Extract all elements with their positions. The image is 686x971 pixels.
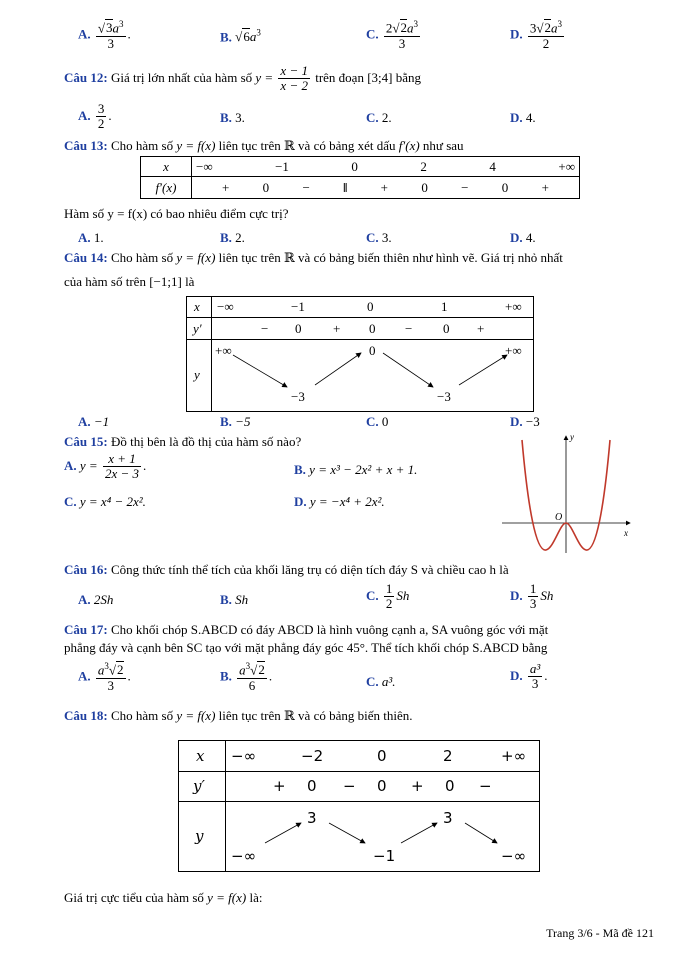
- q13-sign-table: [140, 156, 580, 199]
- q16-stem: Câu 16: Công thức tính thể tích của khối lăng trụ có diện tích đáy S và chiều cao h là: [64, 562, 509, 577]
- q14-option-c: C. 0: [366, 414, 389, 429]
- q15-graph: [498, 428, 638, 558]
- option-letter: A.: [78, 26, 91, 42]
- q12-option-a: A. $\frac{3}{2}$ .: [78, 101, 112, 132]
- q12-text1: Giá trị lớn nhất của hàm số: [110, 69, 253, 85]
- q15-option-b: B. y = x³ − 2x² + x + 1.: [294, 462, 418, 477]
- q13-option-a: A. 1.: [78, 230, 104, 245]
- q12-text3: bằng: [395, 69, 422, 85]
- q15-option-c: C. y = x⁴ − 2x².: [64, 494, 146, 509]
- q12-fn-y: y =: [255, 69, 274, 85]
- q15-option-a: A. y = $\frac{x + 1}{2x - 3}$ .: [64, 451, 147, 482]
- q17-stem-line2: phẳng đáy và cạnh bên SC tạo với mặt phẳng đáy góc 45°. Thể tích khối chóp S.ABCD bằng: [64, 640, 548, 655]
- option-letter: C.: [366, 26, 379, 42]
- q11-option-a: A. $\frac{√3a^3}{3}$ .: [78, 19, 131, 51]
- q11-a-fraction: $\frac{√3a^3}{3}$: [97, 19, 124, 51]
- q12-fraction: $\frac{x - 1}{x - 2}$: [280, 63, 308, 94]
- q15-y-axis-label: y: [570, 432, 574, 442]
- q15-option-d: D. y = −x⁴ + 2x².: [294, 494, 385, 509]
- q18-variation-table: x y′ y −∞ −2 0 2 +∞ + 0 − 0 + 0 − −∞ 3 −1 3 −∞: [178, 740, 540, 872]
- q17-option-a: A. $\frac{a^3√2}{3}$ .: [78, 661, 131, 693]
- q13-stem: Câu 13: Cho hàm số y = f(x) liên tục trên ℝ và có bảng xét dấu f′(x) như sau: [64, 138, 464, 153]
- q11-option-b: [220, 28, 261, 45]
- q14-arrows: [211, 339, 533, 411]
- q18-question: Giá trị cực tiểu của hàm số y = f(x) là:: [64, 890, 263, 905]
- q12-text2: trên đoạn: [315, 69, 364, 85]
- q14-variation-table: x y′ y −∞ −1 0 1 +∞ − 0 + 0 − 0 + +∞ 0 +∞ −3 −3: [186, 296, 534, 412]
- q11-option-c: [366, 20, 422, 51]
- q14-stem: Câu 14: Cho hàm số y = f(x) liên tục trên ℝ và có bảng biến thiên như hình vẽ. Giá trị nhỏ nhất: [64, 250, 563, 265]
- option-letter: D.: [510, 26, 523, 42]
- q12-option-b: B. 3.: [220, 110, 245, 125]
- q13-x-row: −∞ −1 0 2 4 +∞: [196, 158, 575, 174]
- q15-x-axis-label: x: [624, 528, 628, 538]
- q14-option-a: A. −1: [78, 414, 110, 429]
- q11-c-fraction: $\frac{2√2a^3}{3}$: [385, 19, 419, 51]
- q14-interval: [−1;1]: [149, 274, 182, 289]
- page-footer: Trang 3/6 - Mã đề 121: [546, 926, 654, 940]
- q13-option-d: D. 4.: [510, 230, 536, 245]
- q12-option-c: C. 2.: [366, 110, 392, 125]
- q17-option-d: D. $\frac{\text{a³}}{3}$ .: [510, 661, 548, 692]
- q13-sign-row: + 0 − ‖ + 0 − 0 +: [222, 179, 549, 195]
- q12-interval: [3;4]: [367, 69, 393, 85]
- q13-option-c: C. 3.: [366, 230, 392, 245]
- q14-option-b: B. −5: [220, 414, 251, 429]
- q18-stem: Câu 18: Cho hàm số y = f(x) liên tục trên ℝ và có bảng biến thiên.: [64, 708, 413, 723]
- q14-stem-line2: của hàm số trên [−1;1] là: [64, 274, 195, 289]
- q17-option-b: B. $\frac{a^3√2}{6}$ .: [220, 661, 273, 693]
- q11-b-expr: $√6a^3$: [235, 28, 261, 45]
- q16-option-c: C. $\frac{1}{2}$ Sh: [366, 581, 410, 612]
- q12-option-d: D. 4.: [510, 110, 536, 125]
- q17-option-c: C. a³.: [366, 674, 396, 689]
- q13-option-b: B. 2.: [220, 230, 245, 245]
- q15-stem: Câu 15: Đồ thị bên là đồ thị của hàm số nào?: [64, 434, 302, 449]
- q14-option-d: D. −3: [510, 414, 540, 429]
- option-letter: B.: [220, 29, 232, 45]
- q11-option-d: [510, 20, 566, 51]
- q11-d-fraction: $\frac{3√2a^3}{2}$: [529, 19, 563, 51]
- q17-stem: Câu 17: Cho khối chóp S.ABCD có đáy ABCD là hình vuông cạnh a, SA vuông góc với mặt: [64, 622, 549, 637]
- question-label: Câu 12:: [64, 69, 108, 85]
- q13-question: Hàm số y = f(x) có bao nhiêu điểm cực trị?: [64, 206, 289, 221]
- q16-option-a: A. 2Sh: [78, 592, 114, 607]
- q15-origin-label: O: [555, 512, 563, 523]
- q13-x-head: x: [141, 157, 192, 177]
- q18-arrows: [225, 801, 539, 871]
- q16-option-d: D. $\frac{1}{3}$ Sh: [510, 581, 554, 612]
- q16-option-b: B. Sh: [220, 592, 249, 607]
- q13-fp-head: f′(x): [141, 177, 192, 199]
- q12-stem: [64, 64, 421, 94]
